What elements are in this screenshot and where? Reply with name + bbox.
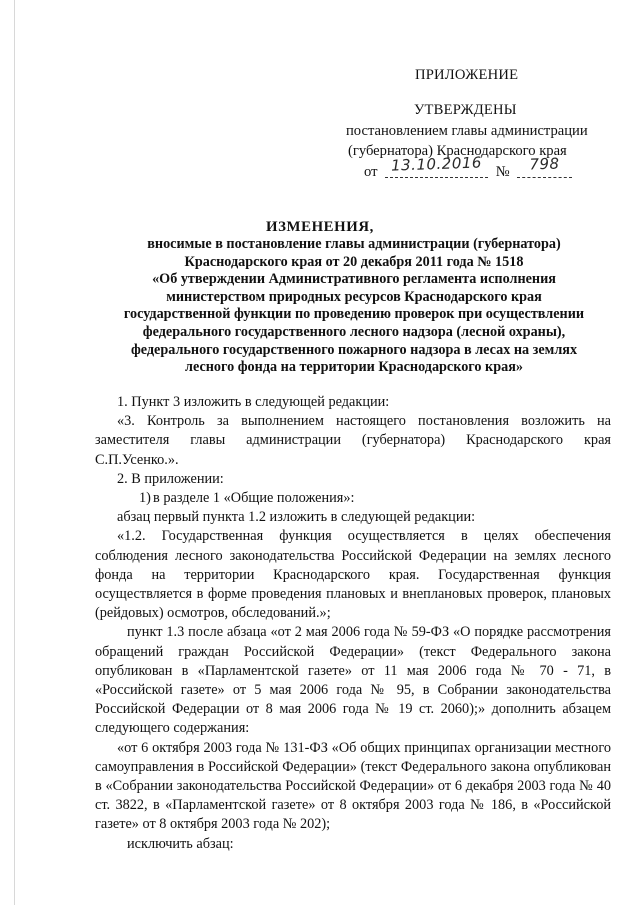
subtitle-line: федерального государственного пожарного надзора в лесах на землях: [130, 341, 578, 358]
paragraph-quote-3: «3. Контроль за выполнением настоящего постановления возложить на заместителя главы администрации (губернатора) Краснодарского края С.П.Усенко.».: [95, 413, 611, 468]
document-title: ИЗМЕНЕНИЯ,: [266, 219, 374, 235]
number-prefix: №: [495, 164, 510, 180]
subtitle-line: «Об утверждении Административного регламента исполнения: [152, 271, 556, 288]
number-field: [517, 154, 572, 178]
subtitle-line: лесного фонда на территории Краснодарского края»: [185, 359, 523, 376]
paragraph-exclude: исключить абзац:: [127, 835, 234, 852]
subtitle-line: государственной функции по проведению проверок при осуществлении: [123, 306, 585, 323]
paragraph-point-1-2-intro: абзац первый пункта 1.2 изложить в следующей редакции:: [117, 509, 476, 526]
subtitle-line: Краснодарского края от 20 декабря 2011 года № 1518: [184, 253, 524, 270]
subtitle-line: вносимые в постановление главы администрации (губернатора): [147, 236, 561, 252]
paragraph-item-2: 2. В приложении:: [117, 470, 224, 487]
handwritten-number: 798: [529, 154, 561, 174]
decree-line-2: (губернатора) Краснодарского края: [348, 143, 567, 159]
date-prefix: от: [364, 164, 378, 180]
paragraph-quote-1-2: «1.2. Государственная функция осуществляется в целях обеспечения соблюдения лесного законодательства Российской Федерации на землях лесного фонда на территории Краснодарского края. Государственная функция осуществляется в форме проведения плановых и внеплановых проверок, плановых (рейдовых) осмотров, обследований.»;: [95, 528, 611, 622]
paragraph-item-1: 1. Пункт 3 изложить в следующей редакции:: [117, 394, 390, 410]
appendix-label: ПРИЛОЖЕНИЕ: [415, 67, 519, 83]
approved-label: УТВЕРЖДЕНЫ: [414, 102, 517, 118]
decree-line-1: постановлением главы администрации: [346, 123, 588, 139]
paragraph-quote-131fz: «от 6 октября 2003 года № 131-ФЗ «Об общих принципах организации местного самоуправления в Российской Федерации» (текст Федерального закона опубликован в «Собрании законодательства Российской Федерации» от 6 декабря 2003 года № 40 ст. 3822, в «Парламентской газете» от 8 октября 2003 года № 186, в «Российской газете» от 8 октября 2003 года № 202);: [95, 739, 611, 833]
scan-edge-line: [14, 0, 15, 905]
decree-date-line: [364, 153, 576, 180]
subtitle-line: федерального государственного лесного надзора (лесной охраны),: [142, 323, 566, 340]
subtitle-line: министерством природных ресурсов Краснодарского края: [166, 288, 542, 305]
subitem-text: в разделе 1 «Общие положения»:: [153, 490, 355, 507]
handwritten-date: 13.10.2016: [390, 153, 483, 175]
paragraph-point-1-3: пункт 1.3 после абзаца «от 2 мая 2006 года № 59-ФЗ «О порядке рассмотрения обращений граждан Российской Федерации» (текст Федерального закона опубликован в «Парламентской газете» от 11 мая 2006 года № 70 - 71, в «Российской газете» от 5 мая 2006 года № 95, в Собрании законодательства Российской Федерации от 8 мая 2006 года № 19 ст. 2060);» дополнить абзацем следующего содержания:: [95, 624, 611, 737]
paragraph-subitem-1: [95, 489, 611, 508]
subitem-number: 1): [139, 490, 151, 507]
date-field: [385, 153, 488, 178]
document-subtitle: [104, 236, 604, 377]
document-body: [95, 393, 611, 854]
